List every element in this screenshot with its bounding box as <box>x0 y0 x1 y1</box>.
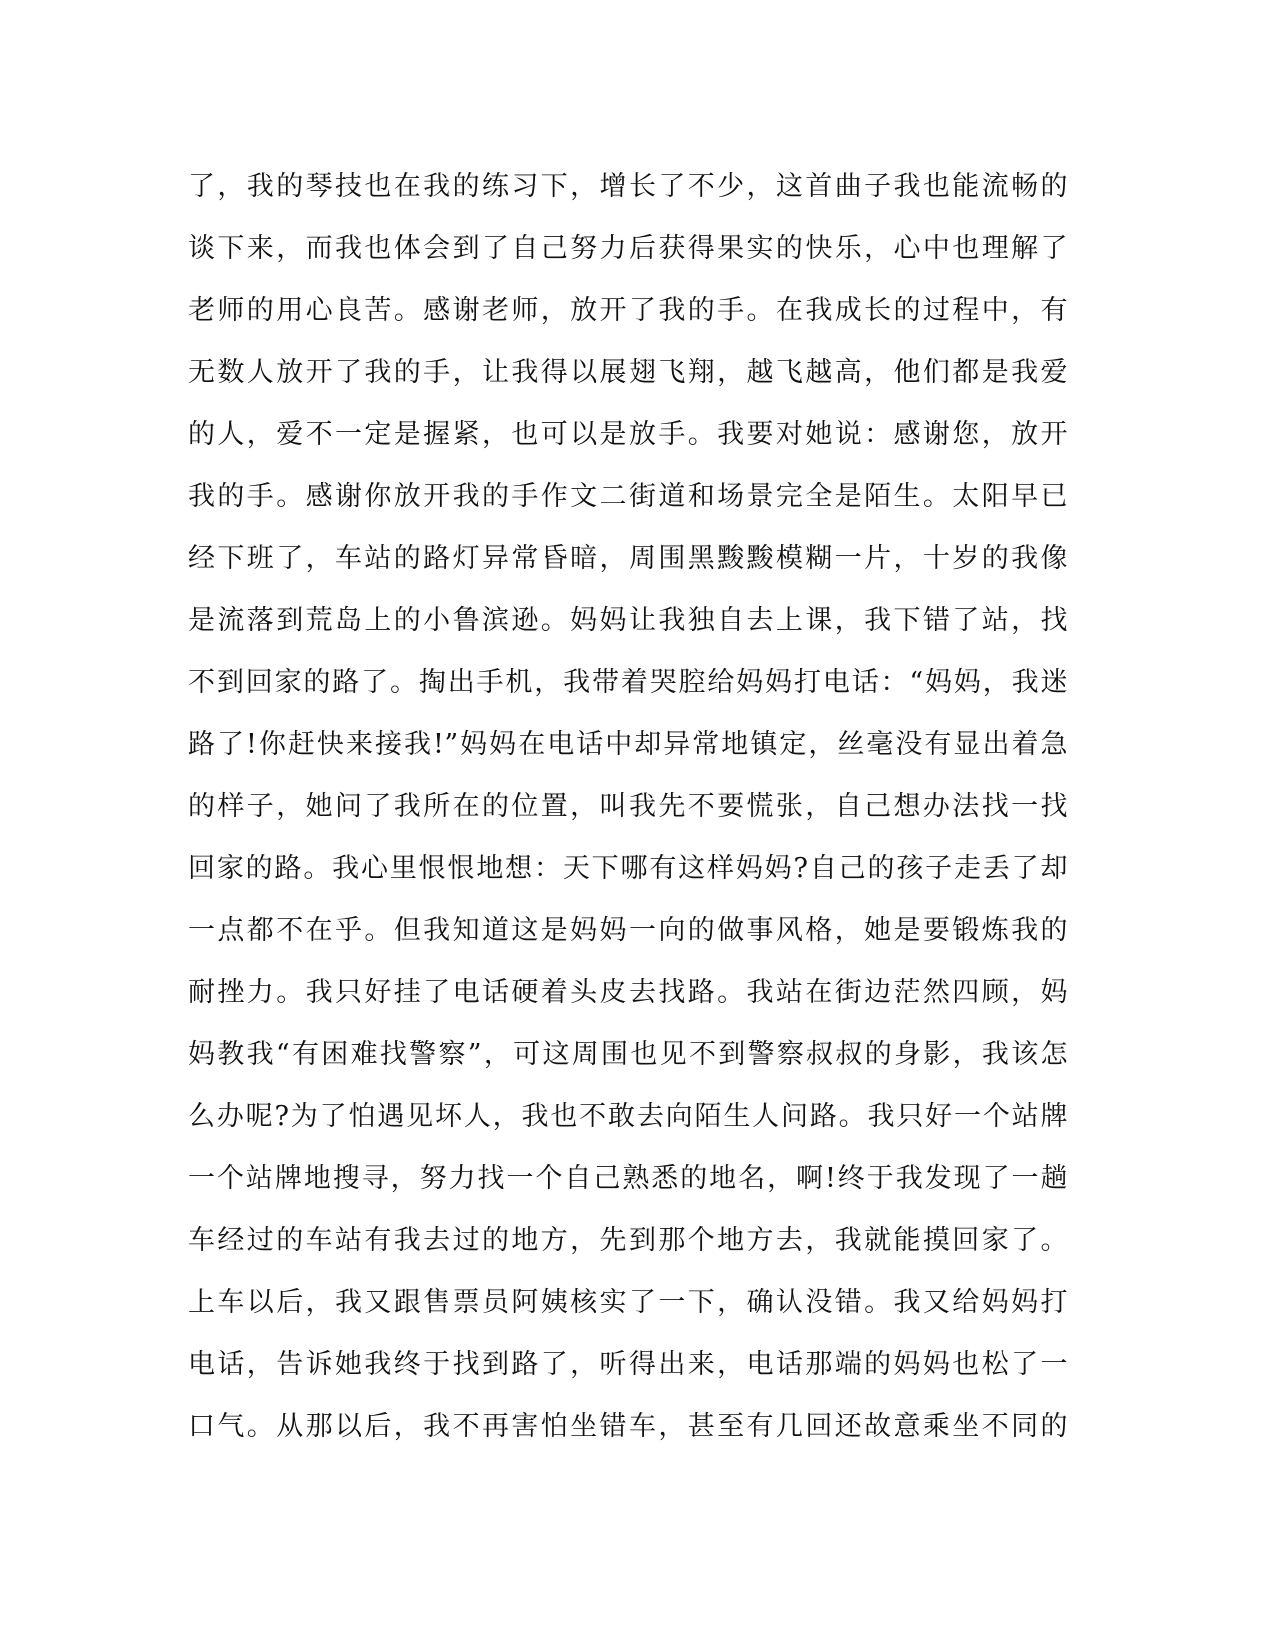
text-line-6: 我的手。感谢你放开我的手作文二街道和场景完全是陌生。太阳早已 <box>188 481 1068 512</box>
text-line-19: 上车以后，我又跟售票员阿姨核实了一下，确认没错。我又给妈妈打 <box>188 1287 1068 1318</box>
text-line-5: 的人，爱不一定是握紧，也可以是放手。我要对她说：感谢您，放开 <box>188 419 1068 450</box>
text-line-17: 一个站牌地搜寻，努力找一个自己熟悉的地名，啊!终于我发现了一趟 <box>188 1163 1068 1194</box>
text-line-1: 了，我的琴技也在我的练习下，增长了不少，这首曲子我也能流畅的 <box>188 171 1068 202</box>
text-line-20: 电话，告诉她我终于找到路了，听得出来，电话那端的妈妈也松了一 <box>188 1349 1068 1380</box>
text-line-14: 耐挫力。我只好挂了电话硬着头皮去找路。我站在街边茫然四顾，妈 <box>188 977 1068 1008</box>
text-line-15: 妈教我“有困难找警察”，可这周围也见不到警察叔叔的身影，我该怎 <box>188 1039 1068 1070</box>
text-line-11: 的样子，她问了我所在的位置，叫我先不要慌张，自己想办法找一找 <box>188 791 1068 822</box>
text-line-3: 老师的用心良苦。感谢老师，放开了我的手。在我成长的过程中，有 <box>188 295 1068 326</box>
text-line-18: 车经过的车站有我去过的地方，先到那个地方去，我就能摸回家了。 <box>188 1225 1068 1256</box>
text-line-7: 经下班了，车站的路灯异常昏暗，周围黑黢黢模糊一片，十岁的我像 <box>188 543 1068 574</box>
text-line-12: 回家的路。我心里恨恨地想：天下哪有这样妈妈?自己的孩子走丢了却 <box>188 853 1068 884</box>
text-line-21: 口气。从那以后，我不再害怕坐错车，甚至有几回还故意乘坐不同的 <box>188 1411 1068 1442</box>
text-line-10: 路了!你赶快来接我!”妈妈在电话中却异常地镇定，丝毫没有显出着急 <box>188 729 1068 760</box>
text-line-2: 谈下来，而我也体会到了自己努力后获得果实的快乐，心中也理解了 <box>188 233 1068 264</box>
text-line-8: 是流落到荒岛上的小鲁滨逊。妈妈让我独自去上课，我下错了站，找 <box>188 605 1068 636</box>
text-line-9: 不到回家的路了。掏出手机，我带着哭腔给妈妈打电话：“妈妈，我迷 <box>188 667 1068 698</box>
text-line-4: 无数人放开了我的手，让我得以展翅飞翔，越飞越高，他们都是我爱 <box>188 357 1068 388</box>
text-line-16: 么办呢?为了怕遇见坏人，我也不敢去向陌生人问路。我只好一个站牌 <box>188 1101 1068 1132</box>
body-text <box>188 156 1068 1458</box>
text-line-13: 一点都不在乎。但我知道这是妈妈一向的做事风格，她是要锻炼我的 <box>188 915 1068 946</box>
